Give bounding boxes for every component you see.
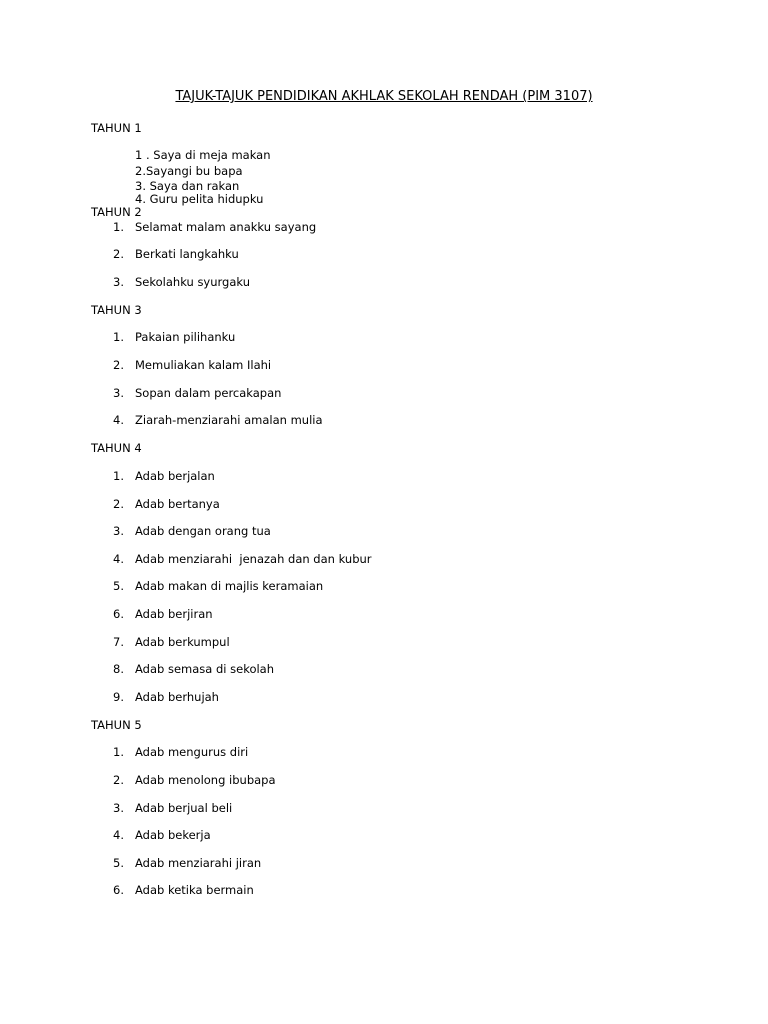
list-item — [113, 220, 316, 234]
list-item — [113, 607, 213, 621]
list-number: 9. — [113, 690, 124, 704]
list-number: 1. — [113, 220, 124, 234]
document-title: TAJUK-TAJUK PENDIDIKAN AKHLAK SEKOLAH RENDAH (PIM 3107) — [175, 89, 593, 104]
list-number: 2. — [113, 773, 124, 787]
list-number: 6. — [113, 607, 124, 621]
list-item — [113, 773, 276, 787]
list-text: Adab berjiran — [135, 607, 213, 621]
list-text: Adab bertanya — [135, 497, 220, 511]
list-item — [113, 828, 211, 842]
list-text: Adab dengan orang tua — [135, 524, 271, 538]
list-number: 5. — [113, 856, 124, 870]
section-heading-tahun-3: TAHUN 3 — [91, 303, 142, 317]
section-heading-tahun-5: TAHUN 5 — [91, 718, 142, 732]
list-number: 7. — [113, 635, 124, 649]
list-number: 3. — [113, 386, 124, 400]
section-heading-tahun-1: TAHUN 1 — [91, 121, 142, 135]
list-number: 5. — [113, 579, 124, 593]
list-item — [113, 579, 323, 593]
list-text: Adab semasa di sekolah — [135, 662, 275, 676]
list-text: Pakaian pilihanku — [135, 330, 236, 344]
list-item — [113, 247, 239, 261]
list-item — [113, 469, 215, 483]
list-item: 3. Saya dan rakan — [135, 179, 240, 193]
list-text: Adab menziarahi jenazah dan dan kubur — [135, 552, 372, 566]
list-number: 1. — [113, 330, 124, 344]
list-text: Adab makan di majlis keramaian — [135, 579, 324, 593]
list-text: Berkati langkahku — [135, 247, 239, 261]
list-number: 3. — [113, 275, 124, 289]
list-text: Adab mengurus diri — [135, 745, 249, 759]
list-text: Memuliakan kalam Ilahi — [135, 358, 272, 372]
list-text: Adab bekerja — [135, 828, 211, 842]
list-text: Adab berhujah — [135, 690, 219, 704]
list-item — [113, 524, 271, 538]
list-number: 3. — [113, 524, 124, 538]
list-number: 4. — [113, 552, 124, 566]
list-text: Selamat malam anakku sayang — [135, 220, 317, 234]
list-item — [113, 690, 219, 704]
list-item — [113, 275, 250, 289]
list-item — [113, 552, 372, 566]
list-item — [113, 662, 274, 676]
list-text: Adab ketika bermain — [135, 883, 254, 897]
list-text: Adab menolong ibubapa — [135, 773, 276, 787]
list-item: 1 . Saya di meja makan — [135, 148, 271, 162]
list-text: Adab berkumpul — [135, 635, 230, 649]
list-item: 4. Guru pelita hidupku — [135, 192, 264, 206]
list-item — [113, 801, 232, 815]
list-item — [113, 386, 281, 400]
list-number: 4. — [113, 828, 124, 842]
list-item — [113, 856, 261, 870]
list-item: 2.Sayangi bu bapa — [135, 164, 243, 178]
list-item — [113, 330, 235, 344]
list-number: 1. — [113, 745, 124, 759]
section-heading-tahun-4: TAHUN 4 — [91, 441, 142, 455]
list-number: 2. — [113, 358, 124, 372]
list-text: Sekolahku syurgaku — [135, 275, 250, 289]
list-number: 6. — [113, 883, 124, 897]
section-heading-tahun-2: TAHUN 2 — [91, 205, 142, 219]
list-item — [113, 883, 254, 897]
list-text: Ziarah-menziarahi amalan mulia — [135, 413, 323, 427]
list-number: 1. — [113, 469, 124, 483]
list-text: Adab berjalan — [135, 469, 215, 483]
list-item — [113, 497, 220, 511]
list-item — [113, 745, 248, 759]
list-number: 3. — [113, 801, 124, 815]
list-item — [113, 635, 230, 649]
list-item — [113, 358, 271, 372]
list-text: Adab menziarahi jiran — [135, 856, 262, 870]
list-item — [113, 413, 323, 427]
list-number: 4. — [113, 413, 124, 427]
list-text: Sopan dalam percakapan — [135, 386, 282, 400]
list-number: 8. — [113, 662, 124, 676]
list-text: Adab berjual beli — [135, 801, 233, 815]
list-number: 2. — [113, 497, 124, 511]
list-number: 2. — [113, 247, 124, 261]
